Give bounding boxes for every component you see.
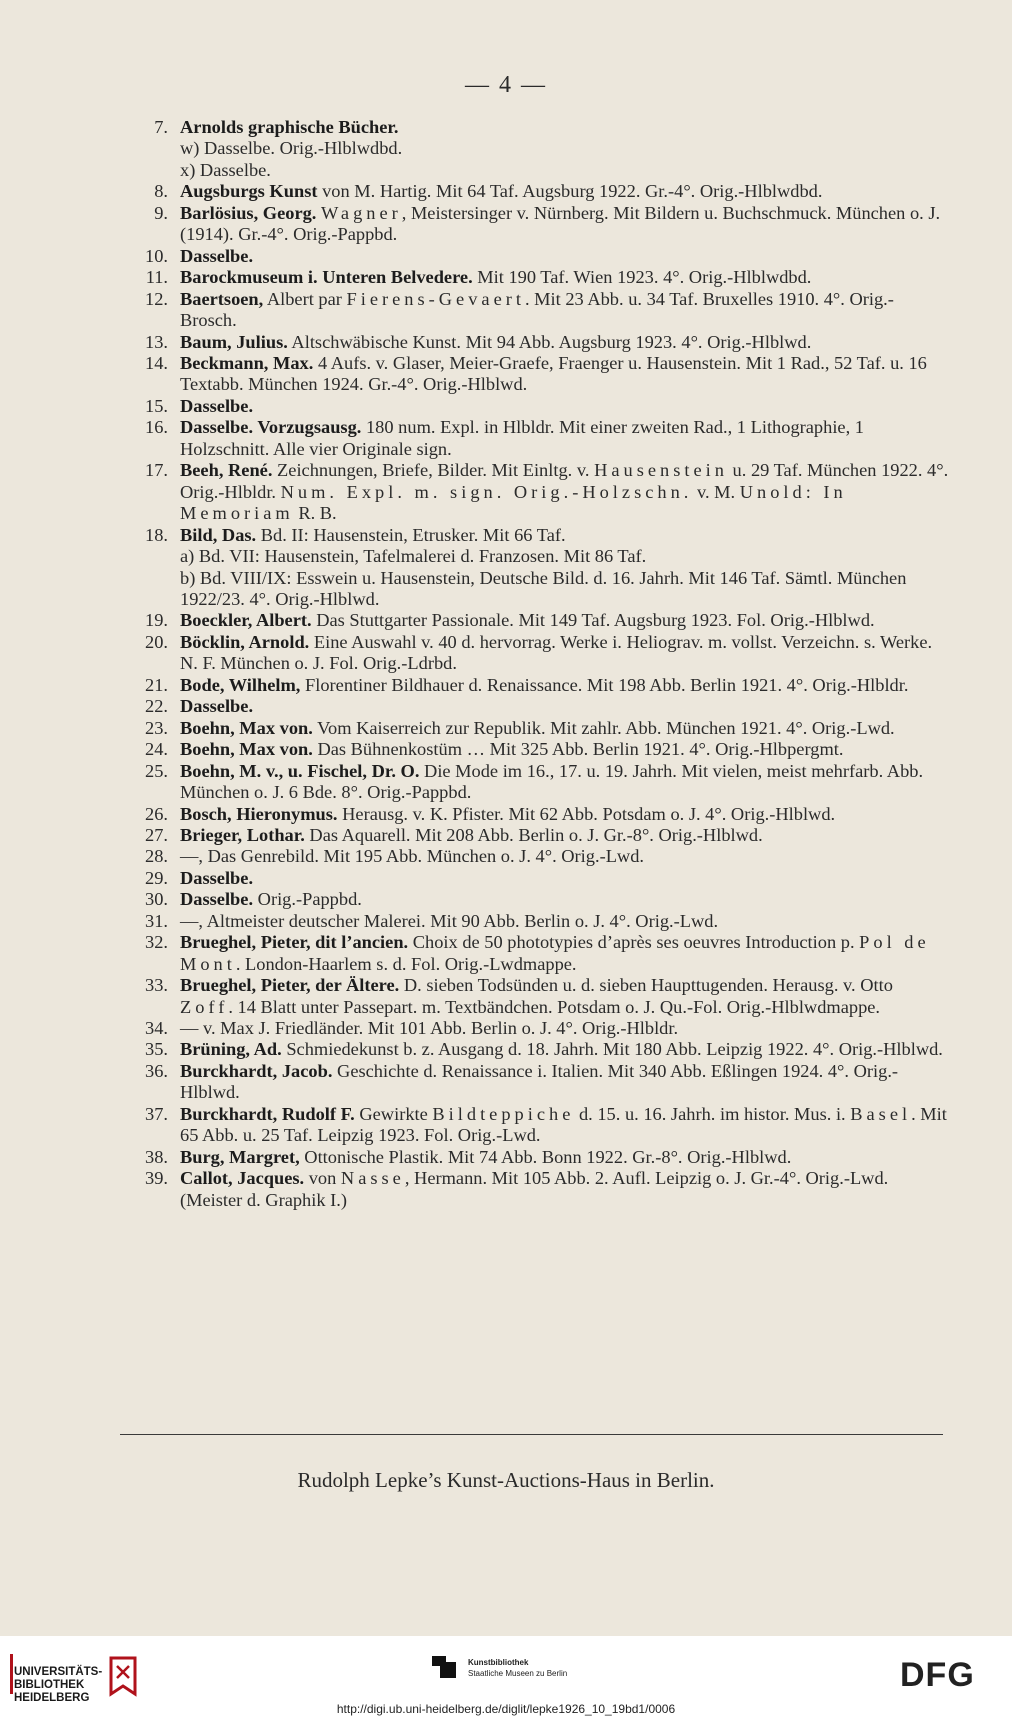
- catalog-entry: [138, 932, 950, 975]
- entry-title: Boehn, M. v., u. Fischel, Dr. O.: [180, 760, 420, 781]
- entry-text: . London-Haarlem s. d. Fol. Orig.-Lwdmappe.: [235, 953, 577, 974]
- entry-text: R. B.: [293, 503, 337, 524]
- entry-text: Herausg. v. K. Pfister. Mit 62 Abb. Potsdam o. J. 4°. Orig.-Hlblwd.: [337, 803, 836, 824]
- entry-text: u. 29 Taf. München 1922. 4°. Orig.-Hlbldr.: [180, 460, 949, 502]
- entry-text: 180 num. Expl. in Hlbldr. Mit einer zweiten Rad., 1 Lithographie, 1 Holzschnitt. Alle vier Originale sign.: [180, 417, 864, 459]
- entry-spaced-text: Wagner: [321, 202, 402, 223]
- entry-text: Das Bühnenkostüm … Mit 325 Abb. Berlin 1921. 4°. Orig.-Hlbpergmt.: [312, 739, 844, 760]
- entry-text: b) Bd. VIII/IX: Esswein u. Hausenstein, Deutsche Bild. d. 16. Jahrh. Mit 146 Taf. Sämtl. München 1922/23. 4°. Orig.-Hlblwd.: [180, 567, 907, 609]
- catalog-entry: [138, 718, 950, 739]
- entry-number: 20.: [145, 631, 168, 652]
- entry-title: Beckmann, Max.: [180, 352, 314, 373]
- entry-text: Geschichte d. Renaissance i. Italien. Mit 340 Abb. Eßlingen 1924. 4°. Orig.-Hlblwd.: [180, 1060, 899, 1103]
- kunstbibliothek-logo-icon: [430, 1654, 460, 1680]
- kb-line2: Staatliche Museen zu Berlin: [468, 1669, 568, 1678]
- catalog-entry: [138, 203, 950, 246]
- entry-text: . Mit 23 Abb. u. 34 Taf. Bruxelles 1910. 4°. Orig.-Brosch.: [180, 288, 894, 331]
- entry-text: Schmiedekunst b. z. Ausgang d. 18. Jahrh. Mit 180 Abb. Leipzig 1922. 4°. Orig.-Hlblwd.: [281, 1039, 943, 1060]
- entry-text: . 14 Blatt unter Passepart. m. Textbändchen. Potsdam o. J. Qu.-Fol. Orig.-Hlblwdmappe.: [228, 996, 881, 1017]
- entry-number: 38.: [145, 1146, 168, 1167]
- entry-text: Florentiner Bildhauer d. Renaissance. Mit 198 Abb. Berlin 1921. 4°. Orig.-Hlbldr.: [300, 674, 909, 695]
- ub-line2: BIBLIOTHEK: [14, 1679, 85, 1691]
- entry-spaced-text: Pol de Mont: [180, 932, 930, 974]
- entry-text: d. 15. u. 16. Jahrh. im histor. Mus. i.: [574, 1103, 851, 1124]
- catalog-entry: [138, 138, 950, 159]
- entry-text: x) Dasselbe.: [180, 159, 271, 180]
- catalog-entry: [138, 1061, 950, 1104]
- entry-text: Mit 190 Taf. Wien 1923. 4°. Orig.-Hlblwdbd.: [472, 267, 812, 288]
- catalog-entry: [138, 975, 950, 1018]
- entry-number: 30.: [145, 889, 168, 910]
- entry-title: Callot, Jacques.: [180, 1168, 305, 1189]
- ub-line3: HEIDELBERG: [14, 1692, 90, 1704]
- entry-text: —, Das Genrebild. Mit 195 Abb. München o. J. 4°. Orig.-Lwd.: [180, 846, 645, 867]
- entry-number: 32.: [145, 932, 168, 953]
- entry-number: 26.: [145, 803, 168, 824]
- entry-title: Burckhardt, Jacob.: [180, 1060, 333, 1081]
- entry-text: v. M.: [692, 481, 740, 502]
- entry-text: Das Stuttgarter Passionale. Mit 149 Taf. Augsburg 1923. Fol. Orig.-Hlblwd.: [311, 610, 875, 631]
- entry-text: Eine Auswahl v. 40 d. hervorrag. Werke i. Heliograv. m. vollst. Verzeichn. s. Werke. N. F. München o. J. Fol. Orig.-Ldrbd.: [180, 631, 933, 674]
- entry-number: 25.: [145, 760, 168, 781]
- catalog-entry: [138, 525, 950, 546]
- entry-spaced-text: Hausenstein: [594, 460, 728, 481]
- entry-title: Boehn, Max von.: [180, 739, 313, 760]
- entry-text: Albert par: [263, 288, 347, 309]
- catalog-entries: [138, 117, 950, 1211]
- entry-title: Arnolds graphische Bücher.: [180, 117, 399, 137]
- entry-number: 12.: [145, 288, 168, 309]
- entry-title: Boehn, Max von.: [180, 717, 313, 738]
- kunstbibliothek-text: [468, 1657, 567, 1679]
- catalog-entry: [138, 1168, 950, 1211]
- catalog-entry: [138, 696, 950, 717]
- entry-text: Ottonische Plastik. Mit 74 Abb. Bonn 1922. Gr.-8°. Orig.-Hlblwd.: [299, 1146, 792, 1167]
- catalog-entry: [138, 568, 950, 611]
- dfg-logo: DFG: [900, 1656, 975, 1694]
- entry-number: 17.: [145, 460, 168, 481]
- entry-number: 8.: [154, 181, 168, 202]
- catalog-entry: [138, 546, 950, 567]
- catalog-entry: [138, 761, 950, 804]
- entry-text: Die Mode im 16., 17. u. 19. Jahrh. Mit vielen, meist mehrfarb. Abb. München o. J. 6 Bde. 8°. Orig.-Pappbd.: [180, 760, 924, 803]
- entry-number: 18.: [145, 524, 168, 545]
- entry-title: Dasselbe. Vorzugsausg.: [180, 417, 362, 438]
- catalog-entry: [138, 889, 950, 910]
- entry-title: Bode, Wilhelm,: [180, 674, 301, 695]
- entry-number: 24.: [145, 739, 168, 760]
- catalog-entry: [138, 1104, 950, 1147]
- catalog-entry: [138, 267, 950, 288]
- ub-line1: UNIVERSITÄTS-: [14, 1666, 103, 1678]
- entry-number: 35.: [145, 1039, 168, 1060]
- entry-text: von: [304, 1168, 341, 1189]
- entry-title: Dasselbe.: [180, 245, 254, 266]
- entry-text: Das Aquarell. Mit 208 Abb. Berlin o. J. Gr.-8°. Orig.-Hlblwd.: [304, 824, 763, 845]
- catalog-entry: [138, 460, 950, 524]
- entry-spaced-text: Bildteppiche: [432, 1103, 575, 1124]
- entry-text: , Hermann. Mit 105 Abb. 2. Aufl. Leipzig o. J. Gr.-4°. Orig.-Lwd. (Meister d. Graphik I.): [180, 1168, 889, 1210]
- catalog-entry: [138, 846, 950, 867]
- entry-text: —, Altmeister deutscher Malerei. Mit 90 Abb. Berlin o. J. 4°. Orig.-Lwd.: [180, 910, 719, 931]
- entry-spaced-text: Nasse: [340, 1168, 405, 1189]
- entry-number: 37.: [145, 1103, 168, 1124]
- catalog-entry: [138, 417, 950, 460]
- catalog-entry: [138, 1147, 950, 1168]
- entry-text: 4 Aufs. v. Glaser, Meier-Graefe, Fraenger u. Hausenstein. Mit 1 Rad., 52 Taf. u. 16 Textabb. München 1924. Gr.-4°. Orig.-Hlblwd.: [180, 352, 927, 395]
- entry-number: 28.: [145, 846, 168, 867]
- entry-title: Baum, Julius.: [180, 331, 288, 352]
- catalog-entry: [138, 675, 950, 696]
- entry-text: D. sieben Todsünden u. d. sieben Haupttugenden. Herausg. v. Otto: [399, 975, 893, 996]
- entry-title: Dasselbe.: [180, 867, 254, 888]
- entry-title: Brueghel, Pieter, der Ältere.: [180, 975, 400, 996]
- entry-title: Dasselbe.: [180, 395, 254, 416]
- entry-title: Bild, Das.: [180, 524, 257, 545]
- kb-line1: Kunstbibliothek: [468, 1658, 529, 1667]
- entry-title: Beeh, René.: [180, 460, 273, 481]
- page-number: — 4 —: [465, 72, 547, 98]
- catalog-entry: [138, 632, 950, 675]
- entry-text: Vom Kaiserreich zur Republik. Mit zahlr. Abb. München 1921. 4°. Orig.-Lwd.: [312, 717, 895, 738]
- catalog-entry: [138, 739, 950, 760]
- entry-spaced-text: Zoff: [180, 996, 229, 1017]
- entry-text: Orig.-Pappbd.: [253, 889, 362, 910]
- entry-number: 14.: [145, 352, 168, 373]
- entry-title: Brieger, Lothar.: [180, 824, 305, 845]
- entry-number: 22.: [145, 696, 168, 717]
- entry-number: 34.: [145, 1018, 168, 1039]
- entry-number: 23.: [145, 717, 168, 738]
- entry-title: Augsburgs Kunst: [180, 181, 318, 202]
- entry-number: 15.: [145, 395, 168, 416]
- entry-title: Burckhardt, Rudolf F.: [180, 1103, 355, 1124]
- digitization-bar: [0, 1636, 1012, 1721]
- catalog-entry: [138, 868, 950, 889]
- catalog-entry: [138, 332, 950, 353]
- entry-number: 19.: [145, 610, 168, 631]
- entry-title: Dasselbe.: [180, 889, 254, 910]
- entry-spaced-text: Fierens-Gevaert: [346, 288, 525, 309]
- entry-number: 36.: [145, 1060, 168, 1081]
- catalog-entry: [138, 160, 950, 181]
- entry-text: a) Bd. VII: Hausenstein, Tafelmalerei d. Franzosen. Mit 86 Taf.: [180, 546, 647, 567]
- entry-text: . Mit 65 Abb. u. 25 Taf. Leipzig 1923. Fol. Orig.-Lwd.: [180, 1103, 947, 1146]
- auction-house-footer: Rudolph Lepke’s Kunst-Auctions-Haus in Berlin.: [297, 1468, 715, 1492]
- catalog-entry: [138, 181, 950, 202]
- entry-title: Barlösius, Georg.: [180, 202, 317, 223]
- entry-number: 39.: [145, 1168, 168, 1189]
- catalog-entry: [138, 1018, 950, 1039]
- entry-title: Burg, Margret,: [180, 1146, 300, 1167]
- entry-title: Dasselbe.: [180, 696, 254, 717]
- entry-number: 21.: [145, 674, 168, 695]
- entry-text: , Meistersinger v. Nürnberg. Mit Bildern u. Buchschmuck. München o. J. (1914). Gr.-4°. Orig.-Pappbd.: [180, 202, 941, 245]
- catalog-entry: [138, 804, 950, 825]
- entry-text: w) Dasselbe. Orig.-Hlblwdbd.: [180, 138, 403, 159]
- entry-title: Brueghel, Pieter, dit l’ancien.: [180, 932, 409, 953]
- catalog-entry: [138, 353, 950, 396]
- entry-number: 13.: [145, 331, 168, 352]
- entry-number: 16.: [145, 417, 168, 438]
- entry-spaced-text: Num. Expl. m. sign. Orig.-Holzschn.: [280, 481, 693, 502]
- entry-title: Böcklin, Arnold.: [180, 631, 310, 652]
- footer-divider: [120, 1434, 943, 1435]
- ub-emblem-icon: [105, 1654, 141, 1698]
- catalog-entry: [138, 825, 950, 846]
- entry-title: Boeckler, Albert.: [180, 610, 312, 631]
- entry-number: 31.: [145, 910, 168, 931]
- entry-spaced-text: Basel: [850, 1103, 912, 1124]
- source-url[interactable]: http://digi.ub.uni-heidelberg.de/diglit/lepke1926_10_19bd1/0006: [336, 1702, 676, 1716]
- catalog-entry: [138, 117, 950, 138]
- entry-number: 33.: [145, 975, 168, 996]
- catalog-entry: [138, 396, 950, 417]
- ub-heidelberg-logo: [14, 1666, 102, 1705]
- entry-number: 9.: [154, 202, 168, 223]
- catalog-entry: [138, 610, 950, 631]
- entry-number: 27.: [145, 824, 168, 845]
- entry-title: Baertsoen,: [180, 288, 264, 309]
- entry-spaced-text: Unold: In Memoriam: [180, 481, 847, 524]
- entry-number: 10.: [145, 245, 168, 266]
- entry-text: Gewirkte: [354, 1103, 433, 1124]
- entry-text: — v. Max J. Friedländer. Mit 101 Abb. Berlin o. J. 4°. Orig.-Hlbldr.: [180, 1018, 679, 1039]
- entry-text: Altschwäbische Kunst. Mit 94 Abb. Augsburg 1923. 4°. Orig.-Hlblwd.: [287, 331, 812, 352]
- entry-text: von M. Hartig. Mit 64 Taf. Augsburg 1922. Gr.-4°. Orig.-Hlblwdbd.: [317, 181, 823, 202]
- catalog-entry: [138, 911, 950, 932]
- entry-text: Choix de 50 phototypies d’après ses oeuvres Introduction p.: [408, 932, 860, 953]
- entry-title: Bosch, Hieronymus.: [180, 803, 338, 824]
- entry-text: Bd. II: Hausenstein, Etrusker. Mit 66 Taf.: [256, 524, 566, 545]
- entry-number: 7.: [154, 117, 168, 137]
- catalog-entry: [138, 246, 950, 267]
- catalog-entry: [138, 1039, 950, 1060]
- entry-title: Brüning, Ad.: [180, 1039, 282, 1060]
- entry-number: 11.: [145, 267, 168, 288]
- catalog-entry: [138, 289, 950, 332]
- entry-title: Barockmuseum i. Unteren Belvedere.: [180, 267, 473, 288]
- entry-text: Zeichnungen, Briefe, Bilder. Mit Einltg. v.: [272, 460, 595, 481]
- entry-number: 29.: [145, 867, 168, 888]
